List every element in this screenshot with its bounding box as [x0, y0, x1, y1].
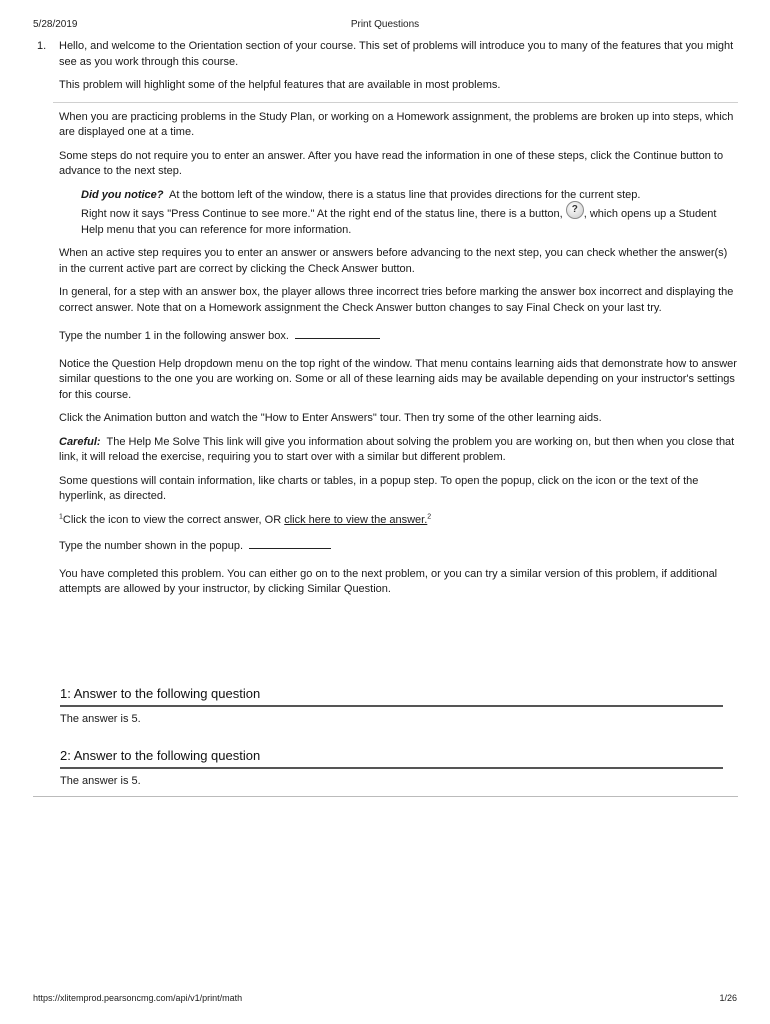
notice-block	[81, 188, 738, 239]
notice-label: Did you notice?	[81, 188, 164, 201]
bottom-divider	[33, 796, 738, 797]
icon-instruction: Click the icon to view the correct answer, OR	[62, 513, 282, 526]
header-title: Print Questions	[350, 19, 420, 30]
help-icon[interactable]: ?	[566, 201, 584, 219]
reference-1: 1	[59, 512, 63, 520]
answer-section-2	[60, 748, 723, 787]
footer-url: https://xlitemprod.pearsoncmg.com/api/v1/print/math	[33, 993, 243, 1003]
status-text-post: , which opens up a Student Help menu that you can reference for more information.	[81, 208, 717, 236]
intro-paragraph: Hello, and welcome to the Orientation section of your course. This set of problems will introduce you to many of the features that you might see as you work through this course.	[59, 40, 734, 68]
answer-divider	[60, 705, 723, 707]
answer-text: The answer is 5.	[60, 775, 141, 787]
completed-paragraph: You have completed this problem. You can either go on to the next problem, or you can try a similar version of this problem, if additional attempts are allowed by your instructor, by clicking Similar Question.	[59, 567, 718, 595]
type-popup-prompt: Type the number shown in the popup.	[59, 540, 244, 552]
popup-paragraph: Some questions will contain information, like charts or tables, in a popup step. To open the popup, click on the icon or the text of the hyperlink, as directed.	[59, 474, 699, 502]
section-divider	[53, 102, 738, 103]
careful-label: Careful:	[59, 435, 101, 448]
general-paragraph: In general, for a step with an answer box, the player allows three incorrect tries before marking the answer box incorrect and displaying the correct answer. Note that on a Homework assignment the Check Answer button changes to say Final Check on your last try.	[59, 286, 734, 314]
continue-paragraph: Some steps do not require you to enter an answer. After you have read the information in one of these steps, click the Continue button to advance to the next step.	[59, 149, 724, 177]
status-text-pre: Right now it says "Press Continue to see more." At the right end of the status line, there is a button,	[81, 208, 563, 220]
animation-paragraph: Click the Animation button and watch the "How to Enter Answers" tour. Then try some of the other learning aids.	[59, 412, 602, 424]
answer-box-2[interactable]	[249, 538, 331, 549]
answer-title: 2: Answer to the following question	[60, 748, 261, 763]
steps-paragraph: When you are practicing problems in the Study Plan, or working on a Homework assignment, the problems are broken up into steps, which are displayed one at a time.	[59, 110, 734, 138]
answer-title: 1: Answer to the following question	[60, 686, 261, 701]
answer-text: The answer is 5.	[60, 713, 141, 725]
notice-text: At the bottom left of the window, there is a status line that provides directions for the current step.	[169, 188, 641, 201]
header-date: 5/28/2019	[33, 19, 78, 30]
question-content	[33, 39, 738, 606]
answer-divider	[60, 767, 723, 769]
view-answer-link[interactable]: click here to view the answer.	[284, 513, 428, 526]
page-number: 1/26	[719, 993, 737, 1003]
answer-box-1[interactable]	[295, 328, 380, 339]
highlight-paragraph: This problem will highlight some of the helpful features that are available in most problems.	[59, 79, 501, 91]
careful-text: The Help Me Solve This link will give you information about solving the problem you are working on, but then when you close that link, it will reload the exercise, requiring you to start over with a similar but different problem.	[59, 435, 735, 463]
question-number: 1.	[37, 40, 47, 52]
question-help-paragraph: Notice the Question Help dropdown menu on the top right of the window. That menu contains learning aids that demonstrate how to answer similar questions to the one you are working on. Some or all of these learning aids may be available depending on your instructor's settings for this course.	[59, 357, 737, 401]
check-answer-paragraph: When an active step requires you to enter an answer or answers before advancing to the next step, you can check whether the answer(s) in the current active part are correct by clicking the Check Answer button.	[59, 247, 728, 275]
type-one-prompt: Type the number 1 in the following answer box.	[59, 330, 289, 342]
answer-section-1	[60, 686, 723, 725]
reference-2: 2	[427, 512, 432, 520]
